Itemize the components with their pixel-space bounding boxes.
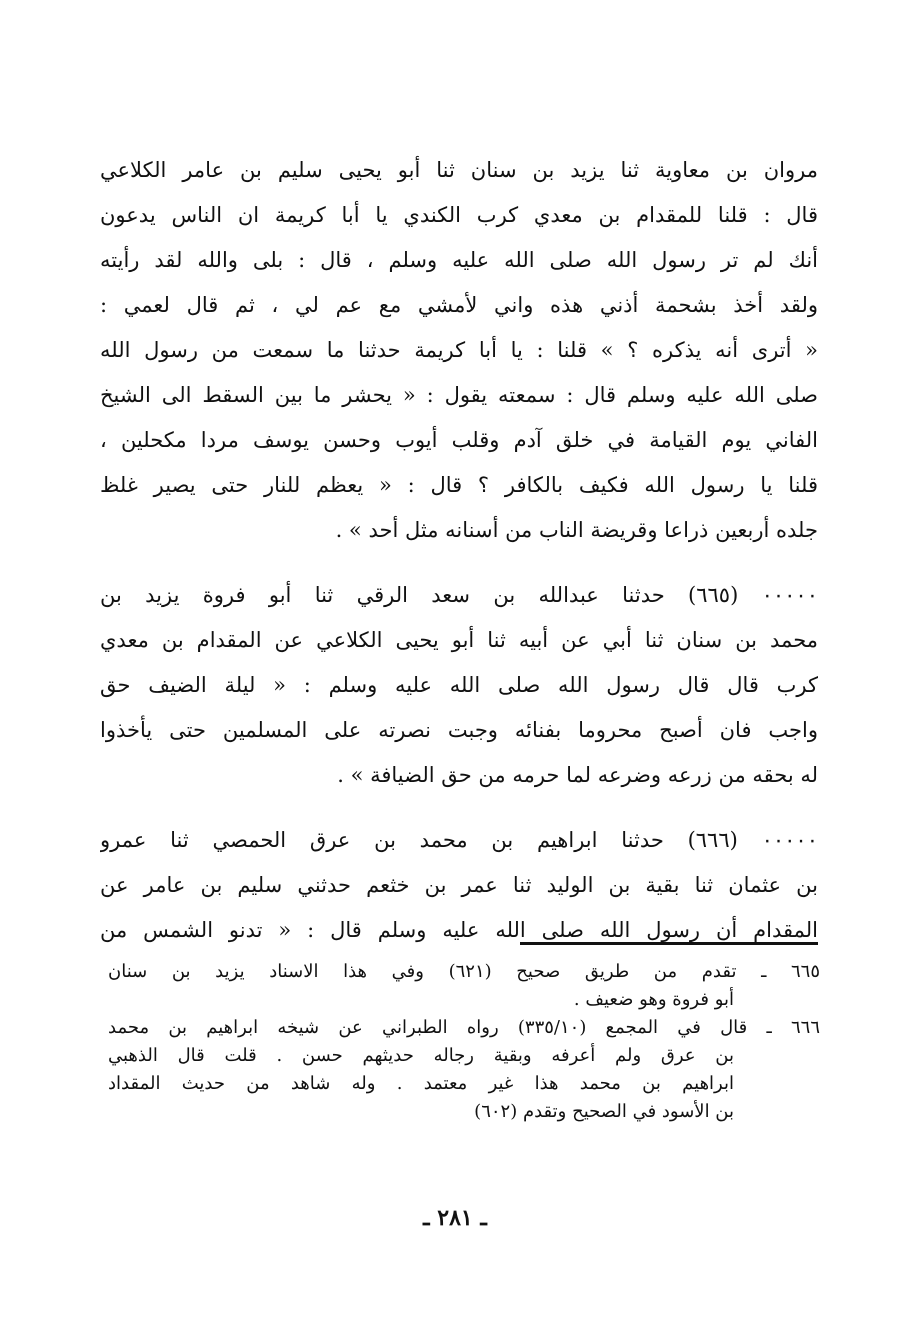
text-line: جلده أربعين ذراعا وقريضة الناب من أسنانه مثل أحد » . — [335, 518, 818, 542]
text-line: كرب قال قال رسول الله صلى الله عليه وسلم : « ليلة الضيف حق — [100, 673, 818, 697]
text-line: قلنا يا رسول الله فكيف بالكافر ؟ قال : « يعظم للنار حتى يصير غلظ — [100, 473, 818, 497]
text-line: محمد بن سنان ثنا أبي عن أبيه ثنا أبو يحيى الكلاعي عن المقدام بن معدي — [100, 628, 818, 652]
text-line: صلى الله عليه وسلم قال : سمعته يقول : « يحشر ما بين السقط الى الشيخ — [100, 383, 818, 407]
paragraph — [100, 573, 818, 798]
footnote-line: بن عرق ولم أعرفه وبقية رجاله حديثهم حسن . قلت قال الذهبي — [108, 1045, 734, 1066]
footnote-separator — [520, 942, 818, 945]
footnote — [108, 958, 820, 1014]
text-line: واجب فان أصبح محروما بفنائه وجبت نصرته على المسلمين حتى يأخذوا — [100, 718, 818, 742]
text-line: له بحقه من زرعه وضرعه لما حرمه من حق الضيافة » . — [337, 763, 818, 787]
text-line: ولقد أخذ بشحمة أذني هذه واني لأمشي مع عم لي ، ثم قال لعمي : — [100, 293, 818, 317]
paragraph — [100, 148, 818, 553]
text-line: « أترى أنه يذكره ؟ » قلنا : يا أبا كريمة حدثنا ما سمعت من رسول الله — [100, 338, 818, 362]
footnote-line: أبو فروة وهو ضعيف . — [573, 989, 734, 1010]
paragraph-gap — [100, 798, 818, 818]
text-line: بن عثمان ثنا بقية بن الوليد ثنا عمر بن خثعم حدثني سليم بن عامر عن — [100, 873, 818, 897]
footnote-line: بن الأسود في الصحيح وتقدم (٦٠٢) — [474, 1101, 734, 1122]
text-line: مروان بن معاوية ثنا يزيد بن سنان ثنا أبو يحيى سليم بن عامر الكلاعي — [100, 158, 818, 182]
footnote — [108, 1014, 820, 1126]
main-text — [100, 148, 818, 953]
text-line: المقدام أن رسول الله صلى الله عليه وسلم قال : « تدنو الشمس من — [100, 918, 818, 942]
paragraph-gap — [100, 553, 818, 573]
footnotes — [108, 958, 820, 1126]
footnote-line: ابراهيم بن محمد هذا غير معتمد . وله شاهد من حديث المقداد — [108, 1073, 735, 1094]
footnote-line: ٦٦٥ ـ تقدم من طريق صحيح (٦٢١) وفي هذا الاسناد يزيد بن سنان — [108, 961, 820, 982]
text-line: ٠٠٠٠٠ (٦٦٦) حدثنا ابراهيم بن محمد بن عرق الحمصي ثنا عمرو — [100, 828, 818, 852]
text-line: قال : قلنا للمقدام بن معدي كرب الكندي يا أبا كريمة ان الناس يدعون — [100, 203, 818, 227]
text-line: أنك لم تر رسول الله صلى الله عليه وسلم ، قال : بلى والله لقد رأيته — [100, 248, 818, 272]
text-line: الفاني يوم القيامة في خلق آدم وقلب أيوب وحسن يوسف مردا مكحلين ، — [100, 428, 818, 452]
paragraph — [100, 818, 818, 953]
page-number: ـ ٢٨١ ـ — [423, 1205, 487, 1231]
footnote-line: ٦٦٦ ـ قال في المجمع (٣٣٥/١٠) رواه الطبراني عن شيخه ابراهيم بن محمد — [108, 1017, 820, 1038]
text-line: ٠٠٠٠٠ (٦٦٥) حدثنا عبدالله بن سعد الرقي ثنا أبو فروة يزيد بن — [100, 583, 818, 607]
